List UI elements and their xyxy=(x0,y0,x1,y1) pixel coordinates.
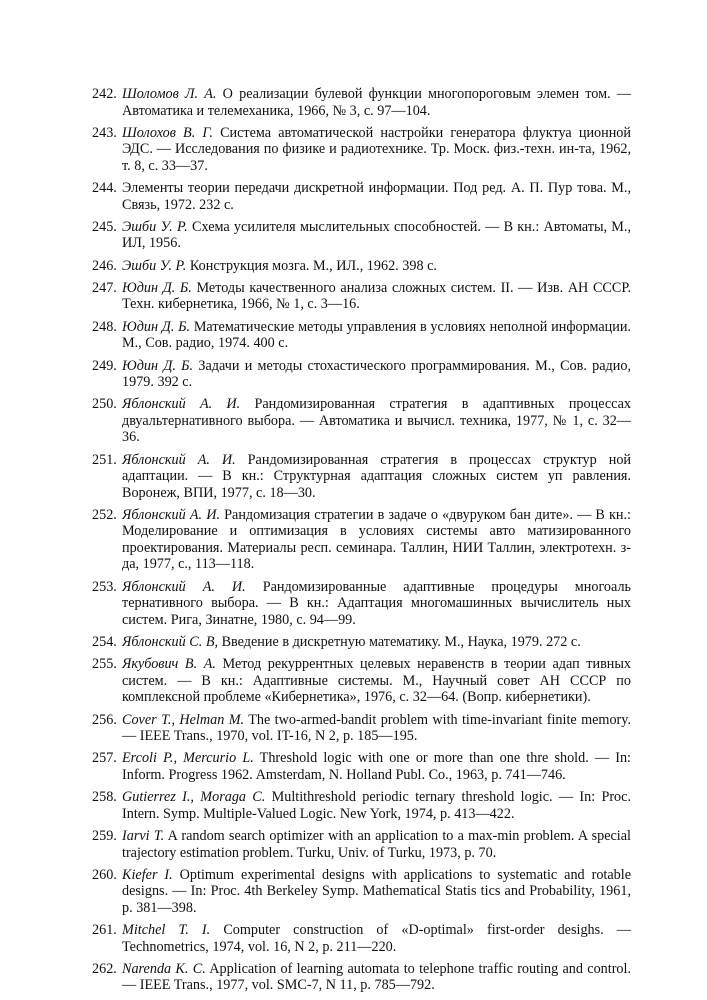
reference-number: 253. xyxy=(92,578,117,595)
reference-author: Шоломов Л. А. xyxy=(122,86,217,102)
reference-entry xyxy=(92,867,631,917)
reference-text: Задачи и методы стохастического программирования. М., Сов. радио, 1979. 392 с. xyxy=(122,357,631,391)
reference-text: Рандомизированная стратегия в адаптивных процессах двуальтернативного выбора. — Автоматика и вычисл. техника, 1977, № 1, с. 32—36. xyxy=(122,396,632,446)
reference-entry xyxy=(92,280,631,313)
reference-author: Cover T., Helman M. xyxy=(122,711,245,728)
reference-number: 251. xyxy=(92,451,117,468)
reference-list xyxy=(92,86,631,994)
reference-author: Gutierrez I., Moraga C. xyxy=(122,789,266,806)
reference-number: 248. xyxy=(92,318,117,335)
reference-text: О реализации булевой функции многопороговым элемен том. — Автоматика и телемеханика, 1966, № 3, с. 97—104. xyxy=(122,86,632,119)
reference-author: Kiefer I. xyxy=(122,866,173,883)
reference-entry xyxy=(92,258,631,275)
reference-entry xyxy=(92,358,631,391)
reference-text: Threshold logic with one or more than one thre shold. — In: Inform. Progress 1962. Amsterdam, N. Holland Publ. Co., 1963, p. 741—746. xyxy=(122,750,631,783)
reference-entry xyxy=(92,396,631,446)
reference-author: Эшби У. Р. xyxy=(122,257,187,274)
reference-text: Конструкция мозга. М., ИЛ., 1962. 398 с. xyxy=(189,257,437,274)
reference-text: Математические методы управления в условиях неполной информации. М., Сов. радио, 1974. 400 с. xyxy=(122,318,632,352)
reference-entry xyxy=(92,961,631,994)
reference-number: 246. xyxy=(92,257,117,274)
reference-text: A random search optimizer with an application to a max-min problem. A special trajectory estimation problem. Turku, Univ. of Turku, 1973, p. 70. xyxy=(122,828,631,861)
reference-number: 260. xyxy=(92,866,117,883)
reference-text: Рандомизированная стратегия в процессах структур ной адаптации. — В кн.: Структурная адаптация сложных систем уп равления. Воронеж, ВПИ, 1977, с. 18—30. xyxy=(122,451,632,501)
reference-entry xyxy=(92,452,631,502)
reference-number: 254. xyxy=(92,634,117,651)
reference-author: Юдин Д. Б. xyxy=(122,279,192,296)
reference-entry xyxy=(92,319,631,352)
reference-entry xyxy=(92,789,631,822)
reference-author: Яблонский А. И. xyxy=(122,506,220,523)
reference-author: Юдин Д. Б. xyxy=(122,318,191,335)
reference-author: Юдин Д. Б. xyxy=(122,357,194,374)
reference-number: 244. xyxy=(92,180,117,197)
reference-author: Narenda K. C. xyxy=(122,960,206,977)
reference-entry xyxy=(92,750,631,783)
reference-number: 243. xyxy=(92,124,117,141)
reference-number: 249. xyxy=(92,357,117,374)
reference-author: Шолохов В. Г. xyxy=(122,124,213,141)
reference-entry xyxy=(92,86,631,119)
reference-author: Яблонский А. И. xyxy=(122,396,241,413)
reference-text: Введение в дискретную математику. М., Наука, 1979. 272 с. xyxy=(221,634,581,651)
reference-author: Iarvi T. xyxy=(122,828,165,845)
reference-entry xyxy=(92,634,631,651)
reference-author: Mitchel T. I. xyxy=(122,922,211,939)
reference-text: Методы качественного анализа сложных систем. II. — Изв. АН СССР. Техн. кибернетика, 1966, № 1, с. 3—16. xyxy=(122,279,632,313)
reference-entry xyxy=(92,125,631,175)
reference-number: 242. xyxy=(92,86,117,102)
reference-entry xyxy=(92,180,631,213)
reference-text: Рандомизированные адаптивные процедуры многоаль тернативного выбора. — В кн.: Адаптация многомашинных вычислитель ных систем. Рига, Зинатне, 1980, с. 94—99. xyxy=(122,578,631,628)
reference-text: The two-armed-bandit problem with time-invariant finite memory. — IEEE Trans., 1970, vol. IT-16, N 2, p. 185—195. xyxy=(122,711,631,745)
reference-number: 250. xyxy=(92,396,117,413)
reference-entry xyxy=(92,712,631,745)
reference-text: Application of learning automata to telephone traffic routing and control. — IEEE Trans., 1977, vol. SMC-7, N 11, p. 785—792. xyxy=(122,960,631,994)
reference-author: Эшби У. Р. xyxy=(122,218,188,235)
reference-text: Рандомизация стратегии в задаче о «двуруком бан дите». — В кн.: Моделирование и оптимизация в условиях системы авто матизированного проектирования. Материалы респ. семинара. Таллин, НИИ Таллин, электротехн. з-да, 1977, с., 113—118. xyxy=(122,506,631,573)
reference-text: Схема усилителя мыслительных способностей. — В кн.: Автоматы, М., ИЛ, 1956. xyxy=(122,218,631,252)
reference-number: 261. xyxy=(92,922,117,939)
reference-author: Яблонский С. В, xyxy=(122,634,219,651)
reference-entry xyxy=(92,219,631,252)
reference-number: 258. xyxy=(92,789,117,806)
reference-entry xyxy=(92,579,631,629)
reference-text: Система автоматической настройки генератора флуктуа ционной ЭДС. — Исследования по физике и радиотехнике. Тр. Моск. физ.-техн. ин-та, 1962, т. 8, с. 33—37. xyxy=(122,124,631,174)
reference-entry xyxy=(92,828,631,861)
reference-number: 262. xyxy=(92,960,117,977)
reference-text: Optimum experimental designs with applications to systematic and rotable designs. — In: Proc. 4th Berkeley Symp. Mathematical Statis tics and Probability, 1961, p. 381—398. xyxy=(122,866,631,916)
reference-author: Ercoli P., Mercurio L. xyxy=(122,750,254,767)
reference-number: 245. xyxy=(92,218,117,235)
reference-entry xyxy=(92,656,631,706)
reference-entry xyxy=(92,922,631,955)
reference-number: 256. xyxy=(92,711,117,728)
reference-author: Яблонский А. И. xyxy=(122,451,236,468)
reference-number: 252. xyxy=(92,506,117,523)
reference-number: 247. xyxy=(92,279,117,296)
reference-text: Multithreshold periodic ternary threshold logic. — In: Proc. Intern. Symp. Multiple-Valued Logic. New York, 1974, p. 413—422. xyxy=(122,789,631,822)
reference-entry xyxy=(92,507,631,573)
reference-author: Яблонский А. И. xyxy=(122,578,246,595)
reference-author: Якубович В. А. xyxy=(122,656,216,673)
reference-text: Метод рекуррентных целевых неравенств в теории адап тивных систем. — В кн.: Адаптивные системы. М., Научный совет АН СССР по комплексной проблеме «Кибернетика», 1976, с. 32—64. (Вопр. кибернетики). xyxy=(122,656,631,706)
reference-text: Элементы теории передачи дискретной информации. Под ред. А. П. Пур това. М., Связь, 1972. 232 с. xyxy=(122,180,631,213)
reference-number: 257. xyxy=(92,750,117,767)
reference-text: Computer construction of «D-optimal» first-order desighs. — Technometrics, 1974, vol. 16, N 2, p. 211—220. xyxy=(122,922,631,955)
reference-number: 259. xyxy=(92,828,117,845)
reference-number: 255. xyxy=(92,656,117,673)
